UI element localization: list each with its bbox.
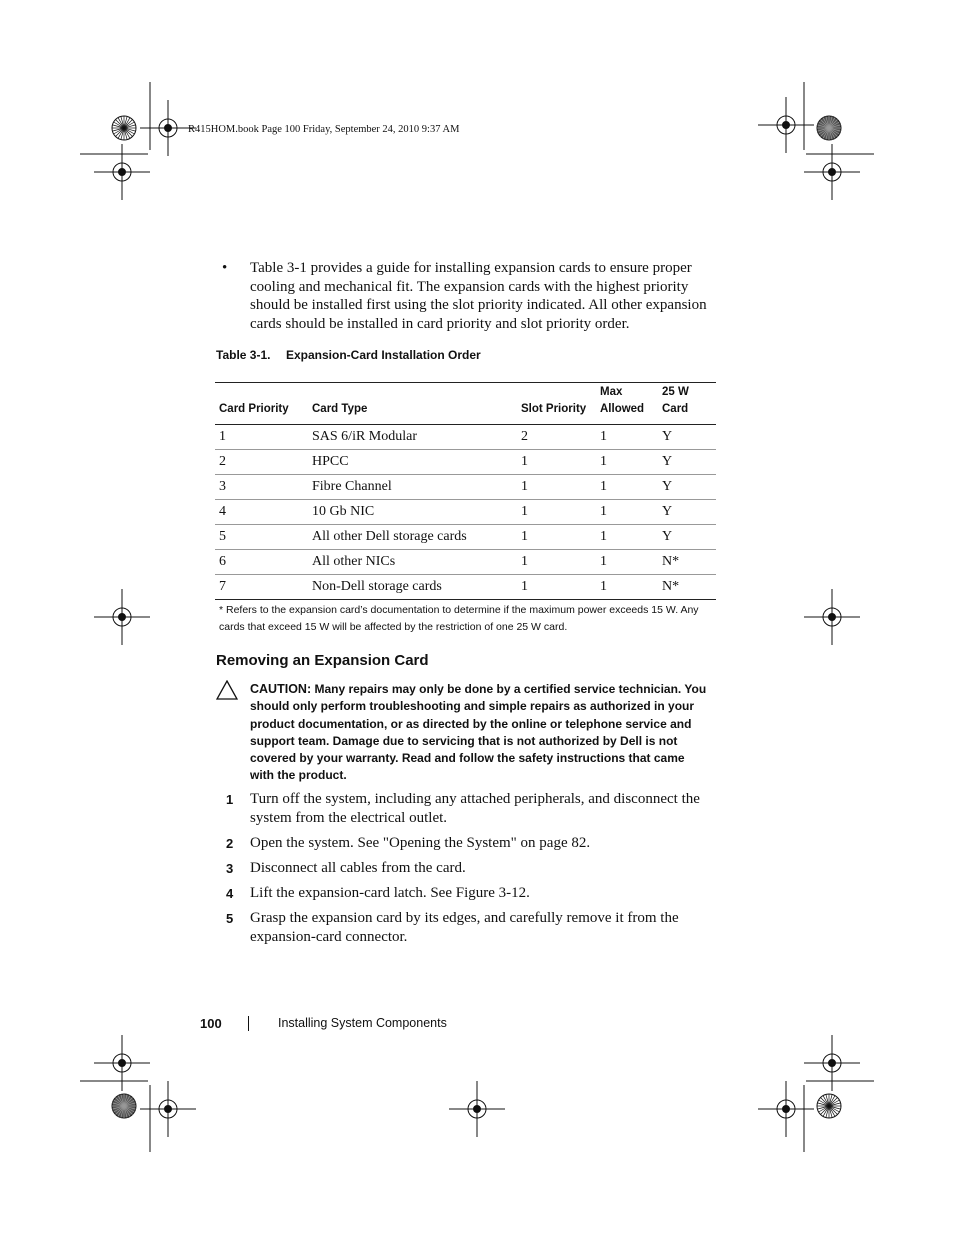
caution-notice bbox=[250, 681, 710, 785]
step-number: 2 bbox=[226, 835, 234, 851]
table-caption bbox=[216, 348, 481, 362]
cell-max-allowed: 1 bbox=[596, 450, 658, 475]
header-25w-card-line1: 25 W bbox=[662, 386, 689, 398]
crosshair-dot bbox=[119, 1060, 126, 1067]
cell-max-allowed: 1 bbox=[596, 475, 658, 500]
table-header-row bbox=[215, 383, 716, 425]
table-row bbox=[215, 425, 716, 450]
cell-card-priority: 1 bbox=[215, 425, 308, 450]
list-item bbox=[222, 859, 712, 878]
bullet-glyph: • bbox=[222, 260, 228, 276]
step-text: Open the system. See "Opening the System" on page 82. bbox=[250, 834, 591, 851]
header-card-priority: Card Priority bbox=[219, 403, 289, 415]
cell-slot-priority: 1 bbox=[517, 575, 596, 600]
procedure-steps bbox=[222, 790, 712, 953]
table-row bbox=[215, 550, 716, 575]
step-text: Lift the expansion-card latch. See Figure 3-12. bbox=[250, 884, 530, 901]
list-item bbox=[222, 909, 712, 946]
cell-25w-card: Y bbox=[658, 450, 716, 475]
caution-label: CAUTION: bbox=[250, 682, 312, 696]
cell-25w-card: Y bbox=[658, 425, 716, 450]
header-25w-card bbox=[658, 383, 716, 425]
cell-max-allowed: 1 bbox=[596, 525, 658, 550]
cell-slot-priority: 1 bbox=[517, 500, 596, 525]
step-number: 5 bbox=[226, 910, 234, 926]
step-number: 4 bbox=[226, 885, 234, 901]
crosshair-dot bbox=[783, 122, 790, 129]
crosshair-dot bbox=[783, 1106, 790, 1113]
table-row bbox=[215, 525, 716, 550]
header-25w-card-line2: Card bbox=[662, 403, 689, 415]
crosshair-dot bbox=[165, 1106, 172, 1113]
cell-max-allowed: 1 bbox=[596, 500, 658, 525]
step-text: Grasp the expansion card by its edges, and carefully remove it from the expansion-card connector. bbox=[250, 909, 679, 945]
header-slot-priority: Slot Priority bbox=[521, 403, 587, 415]
cell-card-priority: 3 bbox=[215, 475, 308, 500]
step-number: 1 bbox=[226, 792, 234, 807]
cell-slot-priority: 2 bbox=[517, 425, 596, 450]
cell-slot-priority: 1 bbox=[517, 550, 596, 575]
cell-25w-card: Y bbox=[658, 500, 716, 525]
header-max-allowed bbox=[596, 383, 658, 425]
header-max-allowed-line2: Allowed bbox=[600, 403, 645, 415]
cell-25w-card: N* bbox=[658, 575, 716, 600]
book-file-info: R415HOM.book Page 100 Friday, September 24, 2010 9:37 AM bbox=[188, 124, 460, 135]
list-item bbox=[222, 834, 712, 853]
table-footnote: * Refers to the expansion card’s documentation to determine if the maximum power exceeds 15 W. Any cards that exceed 15 W will be affected by the restriction of one 25 W card. bbox=[219, 604, 699, 633]
header-max-allowed-line1: Max bbox=[600, 386, 623, 398]
crosshair-dot bbox=[829, 169, 836, 176]
step-text: Disconnect all cables from the card. bbox=[250, 859, 466, 876]
cell-25w-card: Y bbox=[658, 525, 716, 550]
caution-icon bbox=[216, 680, 238, 700]
crosshair-dot bbox=[119, 169, 126, 176]
step-number: 3 bbox=[226, 860, 234, 876]
cell-card-type: 10 Gb NIC bbox=[308, 500, 517, 525]
cell-card-priority: 4 bbox=[215, 500, 308, 525]
cell-card-type: HPCC bbox=[308, 450, 517, 475]
header-card-type: Card Type bbox=[312, 403, 368, 415]
table-row bbox=[215, 475, 716, 500]
table-row bbox=[215, 575, 716, 600]
cell-card-priority: 7 bbox=[215, 575, 308, 600]
cell-card-priority: 2 bbox=[215, 450, 308, 475]
table-row bbox=[215, 500, 716, 525]
intro-paragraph: Table 3-1 provides a guide for installing expansion cards to ensure proper cooling and mechanical fit. The expansion cards with the highest priority should be installed first using the slot priority indicated. All other expansion cards should be installed in card priority and slot priority order. bbox=[250, 260, 707, 332]
cell-card-priority: 6 bbox=[215, 550, 308, 575]
cell-card-type: All other Dell storage cards bbox=[308, 525, 517, 550]
cell-card-type: Fibre Channel bbox=[308, 475, 517, 500]
table-row bbox=[215, 450, 716, 475]
footer-divider bbox=[248, 1016, 249, 1031]
cell-card-type: Non-Dell storage cards bbox=[308, 575, 517, 600]
cell-slot-priority: 1 bbox=[517, 450, 596, 475]
intro-bullet-item bbox=[222, 259, 722, 333]
table-caption-number: Table 3-1. bbox=[216, 348, 271, 362]
crosshair-dot bbox=[829, 1060, 836, 1067]
cell-card-type: All other NICs bbox=[308, 550, 517, 575]
crosshair-dot bbox=[829, 614, 836, 621]
cell-max-allowed: 1 bbox=[596, 425, 658, 450]
caution-text: Many repairs may only be done by a certified service technician. You should only perform troubleshooting and simple repairs as authorized in your product documentation, or as directed by the online or telephone service and support team. Damage due to servicing that is not authorized by Dell is not covered by your warranty. Read and follow the safety instructions that came with the product. bbox=[250, 682, 707, 783]
cell-max-allowed: 1 bbox=[596, 575, 658, 600]
list-item bbox=[222, 884, 712, 903]
crosshair-dot bbox=[165, 125, 172, 132]
expansion-card-table bbox=[215, 382, 716, 600]
page-number: 100 bbox=[200, 1016, 222, 1031]
cell-max-allowed: 1 bbox=[596, 550, 658, 575]
cell-slot-priority: 1 bbox=[517, 475, 596, 500]
section-title: Removing an Expansion Card bbox=[216, 652, 429, 669]
table-caption-title: Expansion-Card Installation Order bbox=[286, 348, 481, 362]
chapter-title: Installing System Components bbox=[278, 1016, 447, 1030]
crosshair-dot bbox=[474, 1106, 481, 1113]
list-item bbox=[222, 790, 712, 827]
cell-card-type: SAS 6/iR Modular bbox=[308, 425, 517, 450]
cell-25w-card: N* bbox=[658, 550, 716, 575]
step-text: Turn off the system, including any attached peripherals, and disconnect the system from the electrical outlet. bbox=[250, 791, 700, 826]
cell-25w-card: Y bbox=[658, 475, 716, 500]
cell-card-priority: 5 bbox=[215, 525, 308, 550]
cell-slot-priority: 1 bbox=[517, 525, 596, 550]
crosshair-dot bbox=[119, 614, 126, 621]
